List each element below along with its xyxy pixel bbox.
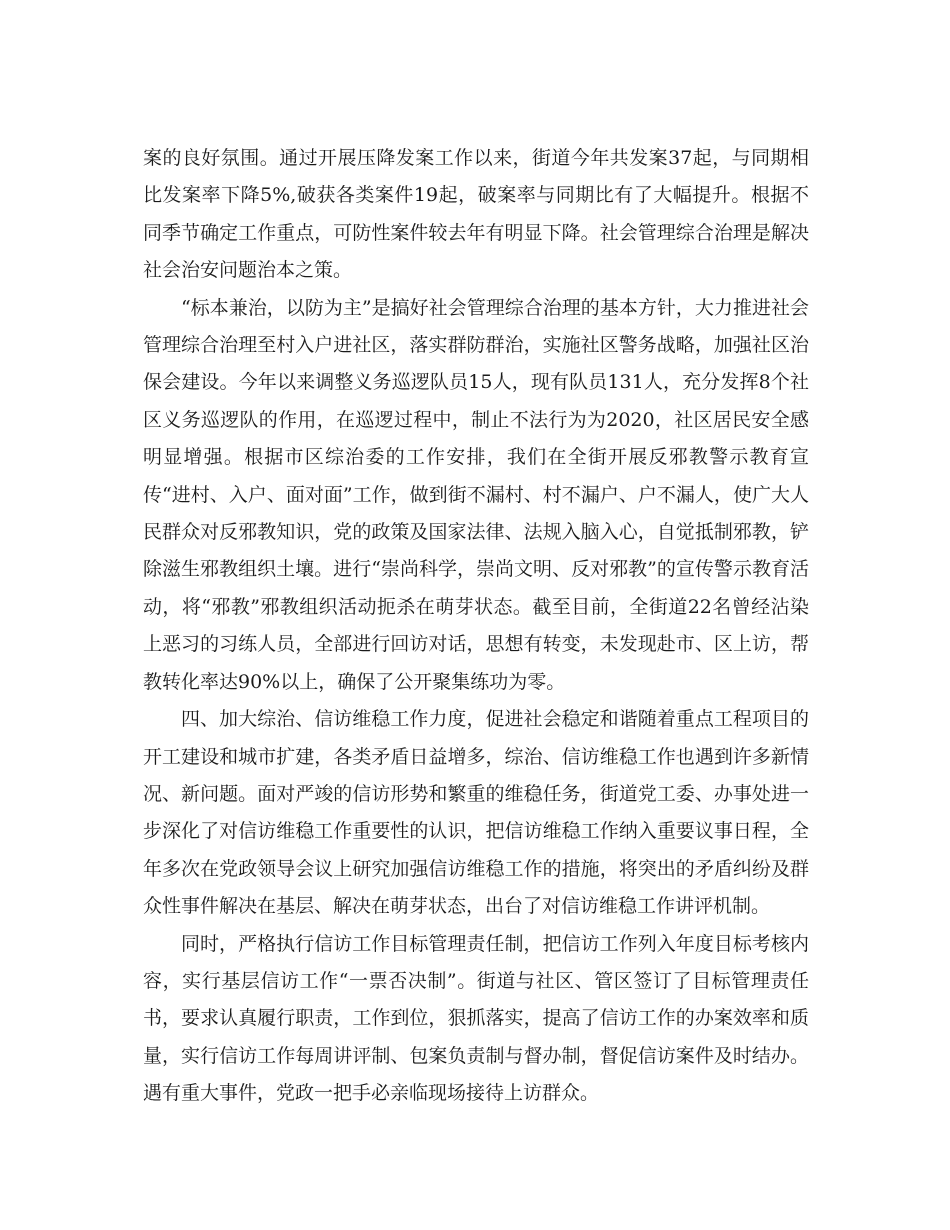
paragraph-3: 四、加大综治、信访维稳工作力度，促进社会稳定和谐随着重点工程项目的开工建设和城市扩建，各类矛盾日益增多，综治、信访维稳工作也遇到许多新情况、新问题。面对严竣的信访形势和繁重的维稳任务，街道党工委、办事处进一步深化了对信访维稳工作重要性的认识，把信访维稳工作纳入重要议事日程，全年多次在党政领导会议上研究加强信访维稳工作的措施，将突出的矛盾纠纷及群众性事件解决在基层、解决在萌芽状态，出台了对信访维稳工作讲评机制。 bbox=[143, 708, 809, 918]
paragraph-2: “标本兼治，以防为主”是搞好社会管理综合治理的基本方针，大力推进社会管理综合治理至村入户进社区，落实群防群治，实施社区警务战略，加强社区治保会建设。今年以来调整义务巡逻队员15人，现有队员131人，充分发挥8个社区义务巡逻队的作用，在巡逻过程中，制止不法行为为2020，社区居民安全感明显增强。根据市区综治委的工作安排，我们在全街开展反邪教警示教育宣传“进村、入户、面对面”工作，做到街不漏村、村不漏户、户不漏人，使广大人民群众对反邪教知识，党的政策及国家法律、法规入脑入心，自觉抵制邪教，铲除滋生邪教组织土壤。进行“崇尚科学，崇尚文明、反对邪教”的宣传警示教育活动，将“邪教”邪教组织活动扼杀在萌芽状态。截至目前，全街道22名曾经沾染上恶习的习练人员，全部进行回访对话，思想有转变，未发现赴市、区上访，帮教转化率达90%以上，确保了公开聚集练功为零。 bbox=[143, 296, 809, 693]
document-body bbox=[143, 140, 809, 1113]
paragraph-4: 同时，严格执行信访工作目标管理责任制，把信访工作列入年度目标考核内容，实行基层信访工作“一票否决制”。街道与社区、管区签订了目标管理责任书，要求认真履行职责，工作到位，狠抓落实，提高了信访工作的办案效率和质量，实行信访工作每周讲评制、包案负责制与督办制，督促信访案件及时结办。遇有重大事件，党政一把手必亲临现场接待上访群众。 bbox=[143, 932, 809, 1105]
paragraph-1: 案的良好氛围。通过开展压降发案工作以来，街道今年共发案37起，与同期相比发案率下降5%,破获各类案件19起，破案率与同期比有了大幅提升。根据不同季节确定工作重点，可防性案件较去年有明显下降。社会管理综合治理是解决社会治安问题治本之策。 bbox=[143, 147, 809, 282]
